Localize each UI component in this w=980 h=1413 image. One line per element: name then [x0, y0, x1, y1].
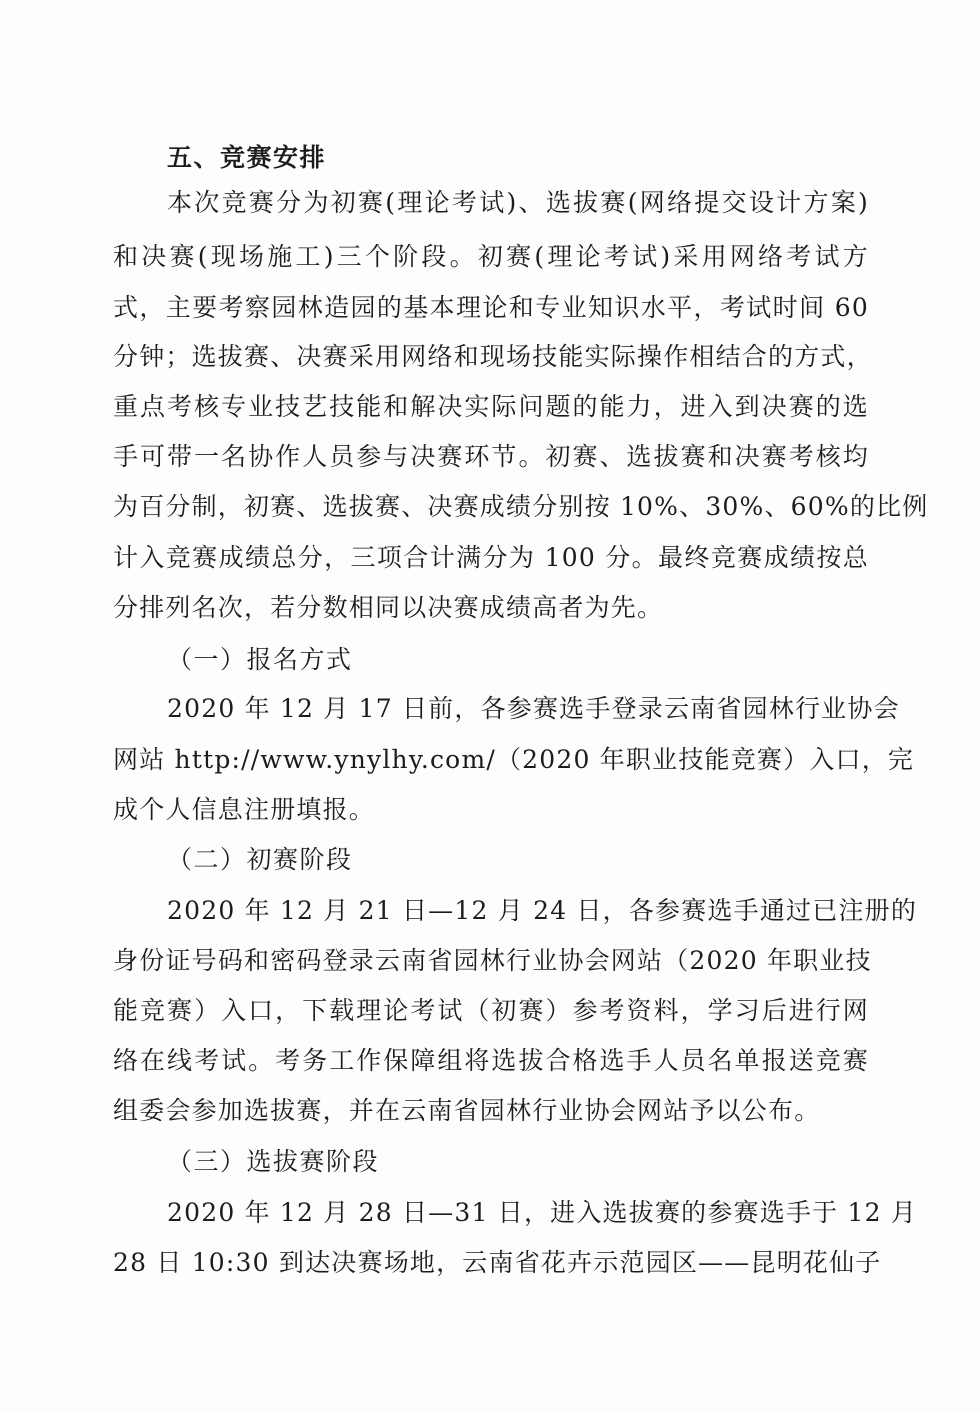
subsection-heading: （三）选拔赛阶段 — [167, 1147, 380, 1176]
paragraph-line: 2020 年 12 月 28 日—31 日，进入选拔赛的参赛选手于 12 月 — [167, 1198, 918, 1227]
paragraph-line: 分排列名次，若分数相同以决赛成绩高者为先。 — [113, 593, 664, 622]
paragraph-line: 计入竞赛成绩总分，三项合计满分为 100 分。最终竞赛成绩按总 — [113, 543, 869, 572]
paragraph-line: 本次竞赛分为初赛(理论考试)、选拔赛(网络提交设计方案) — [167, 188, 869, 217]
subsection-heading: （二）初赛阶段 — [167, 845, 353, 874]
paragraph-line: 络在线考试。考务工作保障组将选拔合格选手人员名单报送竞赛 — [113, 1046, 869, 1075]
paragraph-line: 式，主要考察园林造园的基本理论和专业知识水平，考试时间 60 — [113, 293, 869, 322]
paragraph-line: 网站 http://www.ynylhy.com/（2020 年职业技能竞赛）入口，完 — [113, 745, 915, 774]
paragraph-line: 组委会参加选拔赛，并在云南省园林行业协会网站予以公布。 — [113, 1096, 821, 1125]
paragraph-line: 手可带一名协作人员参与决赛环节。初赛、选拔赛和决赛考核均 — [113, 442, 869, 471]
subsection-heading: （一）报名方式 — [167, 645, 353, 674]
paragraph-line: 2020 年 12 月 21 日—12 月 24 日，各参赛选手通过已注册的 — [167, 896, 918, 925]
paragraph-line: 成个人信息注册填报。 — [113, 795, 376, 824]
paragraph-line: 重点考核专业技艺技能和解决实际问题的能力，进入到决赛的选 — [113, 392, 869, 421]
paragraph-line: 为百分制，初赛、选拔赛、决赛成绩分别按 10%、30%、60%的比例 — [113, 492, 929, 521]
section-heading: 五、竞赛安排 — [167, 143, 327, 172]
paragraph-line: 身份证号码和密码登录云南省园林行业协会网站（2020 年职业技 — [113, 946, 872, 975]
paragraph-line: 能竞赛）入口，下载理论考试（初赛）参考资料，学习后进行网 — [113, 996, 869, 1025]
paragraph-line: 2020 年 12 月 17 日前，各参赛选手登录云南省园林行业协会 — [167, 694, 900, 723]
paragraph-line: 28 日 10:30 到达决赛场地，云南省花卉示范园区——昆明花仙子 — [113, 1248, 882, 1277]
paragraph-line: 分钟；选拔赛、决赛采用网络和现场技能实际操作相结合的方式， — [113, 342, 873, 371]
paragraph-line: 和决赛(现场施工)三个阶段。初赛(理论考试)采用网络考试方 — [113, 242, 869, 271]
